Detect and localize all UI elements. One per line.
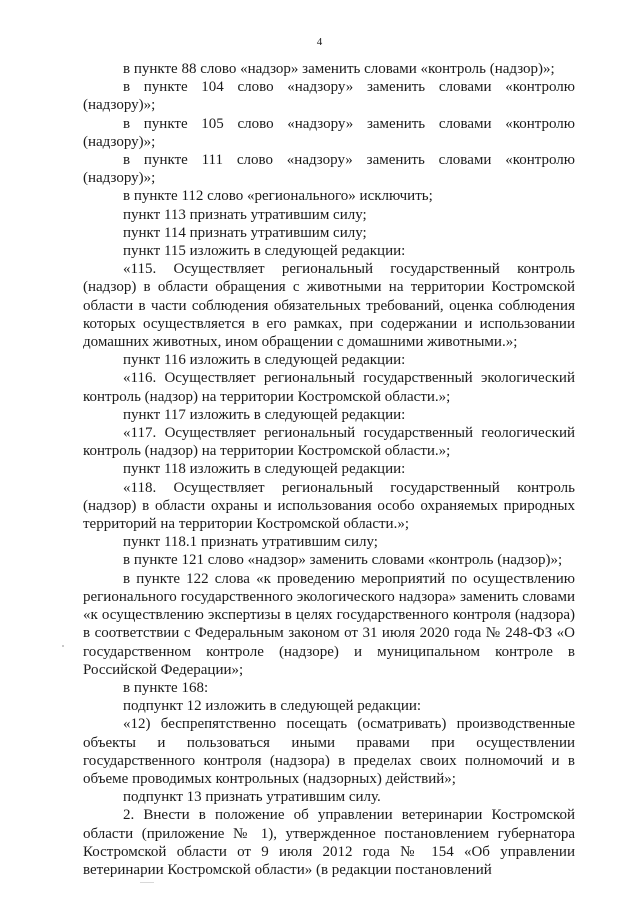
- paragraph: пункт 117 изложить в следующей редакции:: [123, 406, 406, 423]
- quoted-paragraph: «12) беспрепятственно посещать (осматривать) производственные объекты и пользоваться иными правами при осуществлении государственного контроля (надзора) в пределах своих полномочий и в объеме проводимых контрольных (надзорных) действий»;: [83, 716, 575, 787]
- paragraph: подпункт 12 изложить в следующей редакции:: [123, 698, 422, 715]
- paragraph: в пункте 104 слово «надзору» заменить словами «контролю (надзору)»;: [83, 79, 575, 114]
- paragraph: подпункт 13 признать утратившим силу.: [123, 789, 381, 806]
- paragraph: в пункте 105 слово «надзору» заменить словами «контролю (надзору)»;: [83, 115, 575, 150]
- paragraph: в пункте 88 слово «надзор» заменить словами «контроль (надзор)»;: [123, 61, 555, 77]
- paragraph: в пункте 121 слово «надзор» заменить словами «контроль (надзор)»;: [123, 552, 563, 569]
- scan-artifact: [140, 882, 154, 883]
- paragraph: в пункте 112 слово «регионального» исключить;: [123, 188, 433, 205]
- quoted-paragraph: «116. Осуществляет региональный государственный экологический контроль (надзор) на территории Костромской области.»;: [83, 370, 575, 405]
- paragraph: в пункте 122 слова «к проведению мероприятий по осуществлению регионального государственного экологического надзора» заменить словами «к осуществлению экспертизы в целях государственного контроля (надзора) в соответствии с Федеральным законом от 31 июля 2020 года № 248-ФЗ «О государственном контроле (надзоре) и муниципальном контроле в Российской Федерации»;: [83, 570, 575, 678]
- document-body: [83, 60, 575, 879]
- paragraph: 2. Внести в положение об управлении ветеринарии Костромской области (приложение № 1), утвержденное постановлением губернатора Костромской области от 9 июля 2012 года № 154 «Об управлении ветеринарии Костромской области» (в редакции постановлений: [83, 807, 575, 878]
- page-number: 4: [316, 36, 323, 48]
- paragraph: в пункте 168:: [123, 679, 209, 696]
- quoted-paragraph: «117. Осуществляет региональный государственный геологический контроль (надзор) на территории Костромской области.»;: [83, 425, 575, 460]
- paragraph: пункт 118 изложить в следующей редакции:: [123, 461, 406, 478]
- scan-artifact: [62, 645, 64, 647]
- paragraph: пункт 118.1 признать утратившим силу;: [123, 534, 378, 551]
- paragraph: пункт 114 признать утратившим силу;: [123, 224, 367, 241]
- paragraph: пункт 116 изложить в следующей редакции:: [123, 352, 406, 369]
- quoted-paragraph: «115. Осуществляет региональный государственный контроль (надзор) в области обращения с животными на территории Костромской области в части соблюдения обязательных требований, оценка соблюдения которых осуществляется в его рамках, при содержании и использовании домашних животных, ином обращении с домашними животными.»;: [83, 261, 575, 351]
- paragraph: пункт 113 признать утратившим силу;: [123, 206, 367, 223]
- paragraph: в пункте 111 слово «надзору» заменить словами «контролю (надзору)»;: [83, 152, 575, 187]
- quoted-paragraph: «118. Осуществляет региональный государственный контроль (надзор) в области охраны и использования особо охраняемых природных территорий на территории Костромской области.»;: [83, 479, 575, 533]
- paragraph: пункт 115 изложить в следующей редакции:: [123, 243, 406, 260]
